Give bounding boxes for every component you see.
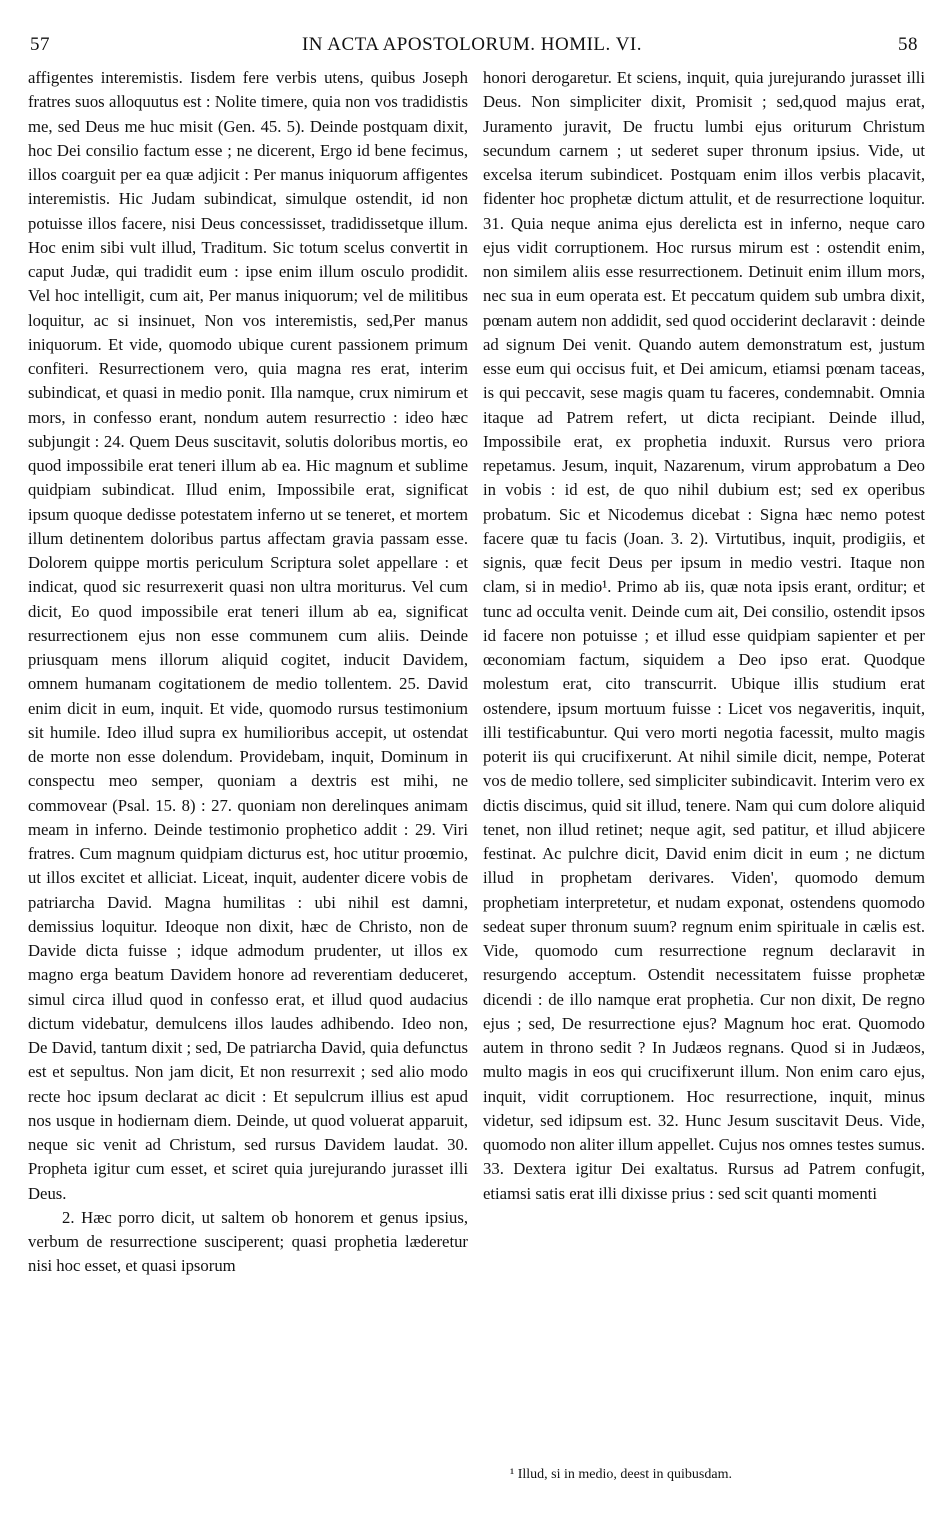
paragraph: honori derogaretur. Et sciens, inquit, quia jurejurando jurasset illi Deus. Non simpliciter dixit, Promisit ; sed,quod majus erat, Juramento juravit, De fructu lumbi ejus oriturum Christum secundum carnem ; ut sederet super thronum ipsius. Vide, ut excelsa iterum subindicet. Postquam enim illos verbis placavit, fidenter hoc prophetæ dictum attulit, et de resurrectione loquitur. 31. Quia neque anima ejus derelicta est in inferno, neque caro ejus vidit corruptionem. Hoc rursus mirum est : ostendit enim, non similem aliis esse resurrectionem. Detinuit enim illum mors, nec sua in eum operata est. Et peccatum quidem sub umbra dixit, pœnam autem non addidit, sed quod occiderint declaravit : deinde ad signum Dei venit. Quando autem demonstratum est, justum esse eum qui occisus fuit, et Dei amicum, etiamsi pœnam taceas, is qui peccavit, sese magis quam tu faceres, condemnabit. Omnia itaque ad Patrem refert, ut dicta recipiant. Deinde illud, Impossibile erat, ex prophetia induxit. Rursus vero priora repetamus. Jesum, inquit, Nazarenum, virum approbatum a Deo in vobis : id est, de quo nihil dubium est; sed ex operibus probatum. Sic et Nicodemus dicebat : Signa hæc nemo potest facere quæ tu facis (Joan. 3. 2). Virtutibus, inquit, prodigiis, et signis, quæ fecit Deus per ipsum in medio vestri. Itaque non clam, si in medio¹. Primo ab iis, quæ nota ipsis erant, orditur; et tunc ad occulta venit. Deinde cum ait, Dei consilio, ostendit ipsos id facere non potuisse ; et illud esse quidpiam sapienter et per œconomiam factum, siquidem a Deo ipso erat. Quodque molestum erat, cito transcurrit. Ubique illis studium erat ostendere, ipsum mortuum fuisse : Licet vos negaveritis, inquit, illi testificabuntur. Qui vero morti negotia facessit, multo magis poterit iis qui crucifixerunt. At nihil simile dicit, nempe, Poterat vos de medio tollere, sed simpliciter subindicavit. Interim vero ex dictis discimus, quid sit illud, tenere. Nam qui cum dolore aliquid tenet, non illud retinet; neque agit, sed patitur, et illud abjicere festinat. Ac pulchre dicit, David enim dicit in eum ; ne dictum illud in prophetam derivares. Viden', quomodo demum prophetiam interpretetur, et nudam exponat, ostendens quomodo sedeat super thronum suum? regnum enim spirituale in cælis est. Vide, quomodo cum resurrectione regnum declaravit in resurgendo acceptum. Ostendit necessitatem fuisse prophetæ dicendi : de illo namque erat prophetia. Cur non dixit, De regno ejus ; sed, De resurrectione ejus? Magnum hoc erat. Quomodo autem in throno sedit ? In Judæos regnans. Quod si in Judæos, multo magis in eos qui crucifixerunt illum. Non enim caro ejus, inquit, vidit corruptionem. Hoc resurrectione, inquit, minus videtur, sed idipsum est. 32. Hunc Jesum suscitavit Deus. Vide, quomodo non aliter illum appellet. Cujus nos omnes testes sumus. 33. Dextera igitur Dei exaltatus. Rursus ad Patrem confugit, etiamsi satis erat illi dixisse prius : sed scit quanti momenti	[483, 68, 925, 1203]
running-header	[26, 34, 918, 60]
page-number-right: 58	[898, 34, 918, 55]
right-column	[483, 66, 925, 1206]
left-column	[28, 66, 468, 1279]
paragraph: 2. Hæc porro dicit, ut saltem ob honorem et genus ipsius, verbum de resurrectione susciperent; quasi prophetia læderetur nisi hoc esset, et quasi ipsorum	[28, 1207, 468, 1276]
paragraph: affigentes interemistis. Iisdem fere verbis utens, quibus Joseph fratres suos alloquutus est : Nolite timere, quia non vos tradidistis me, sed Deus me huc misit (Gen. 45. 5). Deinde postquam dixit, hoc Dei consilio factum esse ; ne dicerent, Ergo id bene fecimus, illos coarguit per ea quæ adjicit : Per manus iniquorum affigentes interemistis. Hic Judam subindicat, simulque ostendit, id non potuisse illos facere, nisi Deus concessisset, tradidissetque illum. Hoc enim sibi vult illud, Traditum. Sic totum scelus convertit in caput Judæ, qui tradidit eum : ipse enim illum osculo prodidit. Vel hoc intelligit, cum ait, Per manus iniquorum; vel de militibus loquitur, ac si insinuet, Non vos interemistis, sed,Per manus iniquorum. Et vide, quomodo ubique curent passionem primum confiteri. Resurrectionem vero, quia magna res erat, interim subindicat, et quasi in medio ponit. Illa namque, crux nimirum et mors, in confesso erant, nondum autem resurrectio : ideo hæc subjungit : 24. Quem Deus suscitavit, solutis doloribus mortis, eo quod impossibile erat teneri illum ab ea. Hic magnum et sublime quidpiam subindicat. Illud enim, Impossibile erat, significat ipsum quoque dedisse potestatem inferno ut se teneret, et mortem illum detinentem doloribus partus affectam gravia passam esse. Dolorem quippe mortis periculum Scriptura solet appellare : et indicat, quod sic resurrexerit quasi non ultra moriturus. Vel cum dicit, Eo quod impossibile erat teneri illum ab ea, significat resurrectionem ejus non esse communem cum aliis. Deinde priusquam mens illorum aliquid cogitet, inducit Davidem, omnem humanam cogitationem de medio tollentem. 25. David enim dicit in eum, inquit. Et vide, quomodo rursus testimonium sit humile. Ideo illud supra ex humilioribus accepit, ut ostendat de morte non esse dolendum. Providebam, inquit, Dominum in conspectu meo semper, quoniam a dextris est mihi, ne commovear (Psal. 15. 8) : 27. quoniam non derelinques animam meam in inferno. Deinde testimonio prophetico addit : 29. Viri fratres. Cum magnum quidpiam dicturus est, hoc utitur proœmio, ut illos excitet et alliciat. Liceat, inquit, audenter dicere vobis de patriarcha David. Magna humilitas : ubi nihil est damni, demissius loquitur. Ideoque non dixit, hæc de Christo, non de Davide dicta fuisse ; idque admodum prudenter, ut illos ex magno erga beatum Davidem honore ad reverentiam deduceret, simul circa illud quod in confesso erat, et illud quod audacius dictum videbatur, demulcens illos laudes adhibendo. Ideo non, De David, tantum dixit ; sed, De patriarcha David, quia defunctus est et sepultus. Non jam dicit, Et non resurrexit ; sed alio modo recte hoc ipsum declarat ac dicit : Et sepulcrum illius est apud nos usque in hodiernam diem. Deinde, ut quod voluerat apparuit, neque sic venit ad Christum, sed rursus Davidem laudat. 30. Propheta igitur cum esset, et sciret quia jurejurando jurasset illi Deus.	[28, 68, 468, 1203]
running-title: IN ACTA APOSTOLORUM. HOMIL. VI.	[301, 34, 642, 55]
page-number-left: 57	[30, 34, 50, 55]
footnote: ¹ Illud, si in medio, deest in quibusdam.	[510, 1467, 732, 1482]
